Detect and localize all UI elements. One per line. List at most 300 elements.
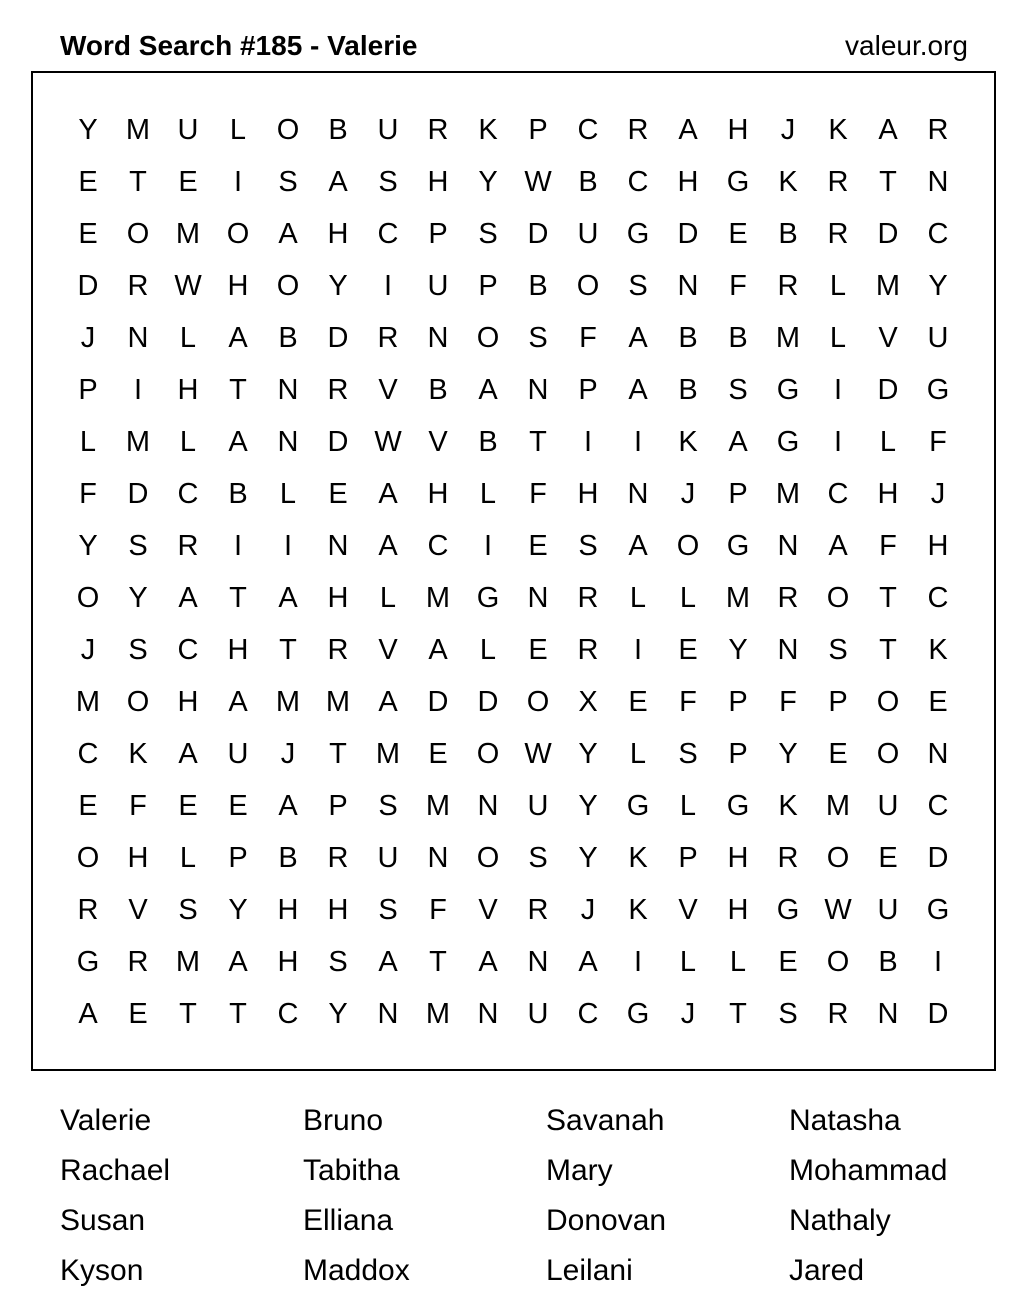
grid-letter: X (578, 685, 598, 718)
grid-letter: C (377, 217, 399, 250)
grid-letter: C (177, 477, 199, 510)
grid-letter: R (77, 893, 99, 926)
grid-letter: P (728, 737, 748, 770)
grid-letter: U (377, 113, 399, 146)
grid-letter: S (378, 165, 398, 198)
page-title: Word Search #185 - Valerie (60, 30, 418, 61)
grid-letter: R (777, 269, 799, 302)
grid-letter: B (478, 425, 498, 458)
grid-letter: A (278, 217, 298, 250)
grid-letter: N (327, 529, 349, 562)
grid-letter: A (628, 321, 648, 354)
grid-letter: B (678, 321, 698, 354)
grid-letter: G (626, 789, 650, 822)
grid-letter: L (279, 477, 297, 510)
grid-letter: R (827, 165, 849, 198)
grid-letter: V (128, 893, 148, 926)
grid-letter: N (527, 373, 549, 406)
grid-letter: H (227, 269, 249, 302)
grid-letter: R (127, 269, 149, 302)
grid-letter: J (680, 477, 696, 510)
grid-letter: Y (578, 737, 598, 770)
grid-letter: N (527, 581, 549, 614)
grid-letter: W (824, 893, 852, 926)
grid-letter: J (80, 633, 96, 666)
grid-letter: R (827, 997, 849, 1030)
grid-letter: K (828, 113, 848, 146)
grid-letter: T (179, 997, 197, 1030)
grid-letter: M (175, 945, 201, 978)
grid-letter: A (178, 737, 198, 770)
grid-letter: T (529, 425, 547, 458)
grid-letter: P (478, 269, 498, 302)
grid-letter: Y (728, 633, 748, 666)
grid-letter: F (679, 685, 697, 718)
grid-letter: J (80, 321, 96, 354)
grid-letter: O (226, 217, 250, 250)
word-list-item: Bruno (303, 1104, 384, 1137)
grid-letter: E (228, 789, 248, 822)
grid-letter: Y (578, 789, 598, 822)
grid-letter: Y (778, 737, 798, 770)
grid-letter: C (277, 997, 299, 1030)
grid-letter: A (378, 685, 398, 718)
grid-letter: N (627, 477, 649, 510)
grid-letter: B (278, 321, 298, 354)
grid-letter: T (879, 633, 897, 666)
grid-letter: T (329, 737, 347, 770)
grid-letter: D (677, 217, 699, 250)
grid-letter: O (126, 217, 150, 250)
grid-letter: J (780, 113, 796, 146)
grid-letter: U (527, 997, 549, 1030)
grid-letter: G (476, 581, 500, 614)
grid-letter: S (328, 945, 348, 978)
grid-letter: U (577, 217, 599, 250)
grid-letter: N (927, 737, 949, 770)
grid-letter: B (678, 373, 698, 406)
grid-letter: S (828, 633, 848, 666)
grid-letter: F (529, 477, 547, 510)
grid-letter: N (427, 321, 449, 354)
word-list-item: Savanah (546, 1104, 665, 1137)
grid-letter: A (278, 789, 298, 822)
grid-letter: U (377, 841, 399, 874)
grid-letter: E (128, 997, 148, 1030)
grid-letter: I (633, 425, 643, 458)
grid-letter: E (78, 217, 98, 250)
grid-letter: H (277, 945, 299, 978)
grid-letter: P (578, 373, 598, 406)
grid-letter: H (127, 841, 149, 874)
grid-letter: N (277, 373, 299, 406)
grid-letter: A (278, 581, 298, 614)
grid-letter: J (680, 997, 696, 1030)
grid-letter: A (428, 633, 448, 666)
grid-letter: E (78, 165, 98, 198)
grid-letter: M (75, 685, 101, 718)
word-list-item: Rachael (60, 1154, 171, 1187)
grid-letter: H (727, 113, 749, 146)
grid-letter: N (877, 997, 899, 1030)
grid-letter: C (577, 997, 599, 1030)
grid-letter: O (476, 737, 500, 770)
grid-letter: M (825, 789, 851, 822)
grid-letter: R (177, 529, 199, 562)
grid-letter: R (577, 581, 599, 614)
grid-letter: C (927, 581, 949, 614)
grid-letter: H (427, 477, 449, 510)
grid-letter: P (428, 217, 448, 250)
grid-letter: U (227, 737, 249, 770)
grid-letter: G (726, 789, 750, 822)
grid-letter: S (178, 893, 198, 926)
grid-letter: H (927, 529, 949, 562)
grid-letter: E (628, 685, 648, 718)
grid-letter: V (378, 373, 398, 406)
grid-letter: I (833, 373, 843, 406)
grid-letter: I (233, 529, 243, 562)
grid-letter: Y (478, 165, 498, 198)
word-list-item: Maddox (303, 1254, 410, 1287)
grid-letter: T (229, 581, 247, 614)
grid-letter: O (276, 113, 300, 146)
grid-letter: I (233, 165, 243, 198)
grid-letter: H (327, 217, 349, 250)
grid-letter: L (629, 581, 647, 614)
grid-letter: Y (328, 997, 348, 1030)
grid-letter: K (778, 165, 798, 198)
grid-letter: Y (78, 113, 98, 146)
grid-letter: F (429, 893, 447, 926)
grid-letter: M (275, 685, 301, 718)
grid-letter: S (378, 893, 398, 926)
grid-letter: A (828, 529, 848, 562)
grid-letter: I (833, 425, 843, 458)
grid-letter: K (778, 789, 798, 822)
grid-letter: D (527, 217, 549, 250)
grid-letter: W (174, 269, 202, 302)
grid-letter: N (427, 841, 449, 874)
grid-letter: G (626, 997, 650, 1030)
grid-letter: M (375, 737, 401, 770)
grid-letter: L (729, 945, 747, 978)
grid-letter: P (678, 841, 698, 874)
word-list-item: Valerie (60, 1104, 152, 1137)
grid-letter: M (725, 581, 751, 614)
grid-letter: S (778, 997, 798, 1030)
grid-letter: B (778, 217, 798, 250)
grid-letter: B (528, 269, 548, 302)
grid-letter: G (726, 165, 750, 198)
grid-letter: A (378, 477, 398, 510)
grid-letter: L (179, 321, 197, 354)
grid-letter: R (827, 217, 849, 250)
grid-letter: T (229, 373, 247, 406)
grid-letter: O (476, 321, 500, 354)
grid-letter: S (278, 165, 298, 198)
grid-letter: P (728, 477, 748, 510)
grid-letter: F (729, 269, 747, 302)
grid-letter: Y (578, 841, 598, 874)
word-list-item: Mohammad (789, 1154, 948, 1187)
grid-letter: V (678, 893, 698, 926)
grid-letter: L (829, 321, 847, 354)
word-list-item: Natasha (789, 1104, 901, 1137)
grid-letter: O (826, 945, 850, 978)
grid-letter: Y (228, 893, 248, 926)
grid-letter: C (627, 165, 649, 198)
grid-letter: G (76, 945, 100, 978)
grid-letter: L (179, 425, 197, 458)
grid-letter: G (926, 373, 950, 406)
grid-letter: E (828, 737, 848, 770)
grid-letter: B (278, 841, 298, 874)
grid-letter: N (677, 269, 699, 302)
grid-letter: F (879, 529, 897, 562)
grid-letter: L (679, 945, 697, 978)
grid-letter: P (228, 841, 248, 874)
grid-letter: B (728, 321, 748, 354)
grid-letter: B (578, 165, 598, 198)
grid-letter: M (425, 581, 451, 614)
grid-letter: O (76, 841, 100, 874)
grid-letter: C (927, 217, 949, 250)
grid-letter: K (478, 113, 498, 146)
grid-letter: A (478, 373, 498, 406)
grid-letter: A (228, 425, 248, 458)
grid-letter: L (629, 737, 647, 770)
grid-letter: D (427, 685, 449, 718)
grid-letter: S (728, 373, 748, 406)
grid-letter: P (328, 789, 348, 822)
grid-letter: N (527, 945, 549, 978)
word-list-item: Tabitha (303, 1154, 400, 1187)
grid-letter: P (78, 373, 98, 406)
grid-letter: H (177, 685, 199, 718)
grid-letter: O (876, 685, 900, 718)
grid-letter: B (878, 945, 898, 978)
grid-letter: S (628, 269, 648, 302)
grid-letter: F (129, 789, 147, 822)
grid-letter: R (327, 633, 349, 666)
grid-letter: A (78, 997, 98, 1030)
grid-letter: E (878, 841, 898, 874)
grid-letter: A (678, 113, 698, 146)
grid-letter: O (526, 685, 550, 718)
grid-letter: N (277, 425, 299, 458)
site-name: valeur.org (845, 30, 968, 61)
word-list-item: Mary (546, 1154, 613, 1187)
grid-letter: N (377, 997, 399, 1030)
grid-letter: J (280, 737, 296, 770)
grid-letter: A (328, 165, 348, 198)
grid-letter: U (877, 789, 899, 822)
grid-letter: S (128, 633, 148, 666)
grid-letter: V (378, 633, 398, 666)
grid-letter: W (524, 165, 552, 198)
grid-letter: C (927, 789, 949, 822)
grid-letter: L (829, 269, 847, 302)
grid-letter: R (327, 841, 349, 874)
grid-letter: U (427, 269, 449, 302)
grid-letter: D (477, 685, 499, 718)
grid-letter: H (277, 893, 299, 926)
grid-letter: L (679, 581, 697, 614)
grid-letter: H (227, 633, 249, 666)
grid-letter: L (179, 841, 197, 874)
grid-letter: N (927, 165, 949, 198)
grid-letter: M (425, 789, 451, 822)
grid-letter: O (576, 269, 600, 302)
grid-letter: E (678, 633, 698, 666)
grid-letter: I (483, 529, 493, 562)
grid-letter: I (633, 945, 643, 978)
grid-letter: M (875, 269, 901, 302)
grid-letter: T (129, 165, 147, 198)
grid-letter: R (777, 581, 799, 614)
grid-letter: A (228, 685, 248, 718)
grid-letter: T (279, 633, 297, 666)
grid-letter: A (628, 529, 648, 562)
grid-letter: A (578, 945, 598, 978)
grid-letter: W (374, 425, 402, 458)
grid-letter: F (929, 425, 947, 458)
grid-letter: A (228, 321, 248, 354)
grid-letter: S (578, 529, 598, 562)
grid-letter: N (127, 321, 149, 354)
grid-letter: E (428, 737, 448, 770)
grid-letter: W (524, 737, 552, 770)
grid-letter: G (726, 529, 750, 562)
grid-letter: H (727, 893, 749, 926)
grid-letter: D (77, 269, 99, 302)
grid-letter: J (930, 477, 946, 510)
word-list-item: Susan (60, 1204, 146, 1237)
grid-letter: T (229, 997, 247, 1030)
grid-letter: I (283, 529, 293, 562)
grid-letter: T (879, 581, 897, 614)
grid-letter: I (633, 633, 643, 666)
grid-letter: L (379, 581, 397, 614)
grid-letter: V (878, 321, 898, 354)
grid-letter: O (476, 841, 500, 874)
grid-letter: K (678, 425, 698, 458)
grid-letter: F (779, 685, 797, 718)
grid-letter: S (528, 841, 548, 874)
grid-letter: S (128, 529, 148, 562)
grid-letter: M (425, 997, 451, 1030)
grid-letter: G (926, 893, 950, 926)
grid-letter: R (777, 841, 799, 874)
grid-letter: E (728, 217, 748, 250)
grid-letter: E (178, 165, 198, 198)
grid-letter: Y (78, 529, 98, 562)
grid-letter: S (378, 789, 398, 822)
grid-letter: I (933, 945, 943, 978)
grid-letter: I (383, 269, 393, 302)
grid-letter: C (577, 113, 599, 146)
grid-letter: A (878, 113, 898, 146)
grid-letter: F (579, 321, 597, 354)
grid-letter: V (478, 893, 498, 926)
grid-letter: G (776, 373, 800, 406)
grid-letter: M (125, 113, 151, 146)
grid-letter: B (228, 477, 248, 510)
grid-letter: H (727, 841, 749, 874)
grid-letter: L (879, 425, 897, 458)
grid-letter: K (128, 737, 148, 770)
grid-letter: A (628, 373, 648, 406)
grid-letter: L (679, 789, 697, 822)
grid-letter: O (276, 269, 300, 302)
grid-letter: E (928, 685, 948, 718)
grid-letter: U (927, 321, 949, 354)
word-list-item: Nathaly (789, 1204, 891, 1237)
grid-letter: M (175, 217, 201, 250)
grid-letter: H (577, 477, 599, 510)
grid-letter: E (178, 789, 198, 822)
grid-letter: D (127, 477, 149, 510)
grid-letter: D (877, 217, 899, 250)
grid-letter: D (327, 321, 349, 354)
grid-letter: O (676, 529, 700, 562)
grid-letter: K (628, 841, 648, 874)
grid-letter: U (177, 113, 199, 146)
grid-letter: H (677, 165, 699, 198)
grid-letter: U (527, 789, 549, 822)
grid-letter: G (776, 893, 800, 926)
grid-letter: Y (328, 269, 348, 302)
word-list-item: Jared (789, 1254, 865, 1287)
grid-letter: R (527, 893, 549, 926)
grid-letter: A (228, 945, 248, 978)
grid-letter: A (178, 581, 198, 614)
grid-letter: M (125, 425, 151, 458)
grid-letter: R (327, 373, 349, 406)
grid-letter: U (877, 893, 899, 926)
word-list-item: Donovan (546, 1204, 667, 1237)
grid-letter: L (479, 477, 497, 510)
grid-letter: P (728, 685, 748, 718)
grid-letter: G (626, 217, 650, 250)
grid-letter: E (528, 529, 548, 562)
grid-letter: L (79, 425, 97, 458)
grid-letter: A (378, 529, 398, 562)
grid-letter: Y (128, 581, 148, 614)
grid-letter: A (728, 425, 748, 458)
grid-letter: T (729, 997, 747, 1030)
grid-letter: D (877, 373, 899, 406)
grid-letter: R (427, 113, 449, 146)
grid-letter: A (478, 945, 498, 978)
grid-letter: R (377, 321, 399, 354)
grid-letter: V (428, 425, 448, 458)
grid-letter: H (427, 165, 449, 198)
grid-letter: R (577, 633, 599, 666)
grid-letter: J (580, 893, 596, 926)
grid-letter: K (628, 893, 648, 926)
grid-letter: H (877, 477, 899, 510)
grid-letter: O (876, 737, 900, 770)
grid-letter: L (229, 113, 247, 146)
word-list (60, 1096, 1030, 1296)
grid-letter: C (427, 529, 449, 562)
grid-letter: E (528, 633, 548, 666)
grid-letter: D (327, 425, 349, 458)
grid-letter: O (76, 581, 100, 614)
grid-letter: D (927, 997, 949, 1030)
